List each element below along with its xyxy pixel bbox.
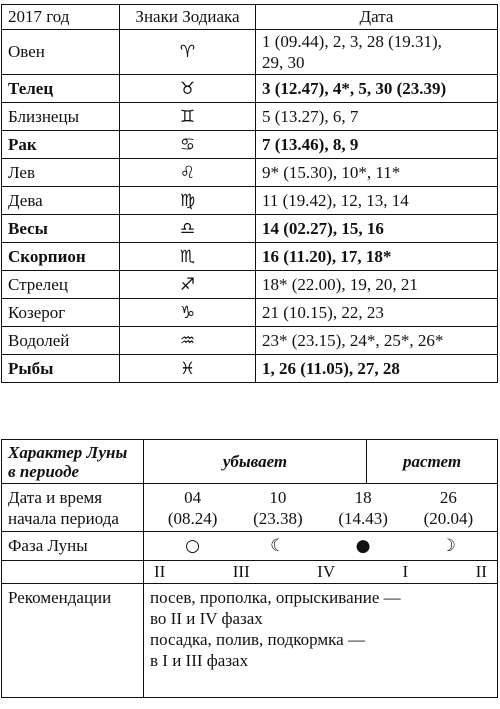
sign-name: Весы (2, 215, 120, 243)
taurus-icon: ♉︎ (179, 78, 196, 99)
sign-name: Стрелец (2, 271, 120, 299)
date-header: Дата (256, 5, 498, 30)
sign-dates: 18* (22.00), 19, 20, 21 (256, 271, 498, 299)
period-starts (144, 484, 498, 532)
sign-name: Рак (2, 131, 120, 159)
quarter-label: IV (317, 562, 336, 581)
libra-icon: ♎︎ (179, 218, 196, 239)
period-start: 04 (08.24) (167, 487, 218, 528)
sign-name: Близнецы (2, 103, 120, 131)
scorpio-icon: ♏︎ (179, 246, 196, 267)
period-start: 10 (23.38) (253, 487, 303, 528)
sign-name: Дева (2, 187, 120, 215)
sign-dates: 23* (23.15), 24*, 25*, 26* (256, 327, 498, 355)
zodiac-row-aquarius (2, 327, 498, 355)
moon-phase-row (2, 532, 498, 561)
period-start: 26 (20.04) (423, 487, 474, 528)
quarter-label: II (154, 562, 166, 581)
waning-crescent-icon: ☾ (270, 536, 286, 556)
sign-name: Лев (2, 159, 120, 187)
sign-dates: 7 (13.46), 8, 9 (256, 131, 498, 159)
sign-dates: 11 (19.42), 12, 13, 14 (256, 187, 498, 215)
phase-label: Фаза Луны (2, 532, 144, 561)
gemini-icon: ♊︎ (179, 106, 196, 127)
sagittarius-icon: ♐︎ (179, 274, 196, 295)
waxing-label: растет (367, 440, 498, 484)
sign-name: Телец (2, 75, 120, 103)
virgo-icon: ♍︎ (179, 190, 196, 211)
sign-name: Водолей (2, 327, 120, 355)
zodiac-row-leo (2, 159, 498, 187)
capricorn-icon: ♑︎ (179, 302, 196, 323)
sign-dates: 14 (02.27), 15, 16 (256, 215, 498, 243)
phase-icons (144, 532, 498, 561)
quarter-label: I (402, 562, 409, 581)
sign-dates: 21 (10.15), 22, 23 (256, 299, 498, 327)
leo-icon: ♌︎ (179, 162, 196, 183)
dates-label: Дата и время начала периода (2, 484, 144, 532)
sign-name: Овен (2, 30, 120, 75)
sign-name: Скорпион (2, 243, 120, 271)
moon-dates-row (2, 484, 498, 532)
zodiac-table (1, 4, 498, 383)
signs-header: Знаки Зодиака (120, 5, 256, 30)
moon-character-label: Характер Луны в периоде (2, 440, 144, 484)
cancer-icon: ♋︎ (179, 134, 196, 155)
sign-name: Козерог (2, 299, 120, 327)
recommendations-row (2, 584, 498, 698)
zodiac-row-virgo (2, 187, 498, 215)
quarters (144, 561, 498, 584)
new-moon-icon: ○ (185, 536, 200, 556)
sign-dates: 1 (09.44), 2, 3, 28 (19.31), 29, 30 (256, 30, 498, 75)
recommendations-label: Рекомендации (2, 584, 144, 698)
sign-dates: 9* (15.30), 10*, 11* (256, 159, 498, 187)
sign-dates: 3 (12.47), 4*, 5, 30 (23.39) (256, 75, 498, 103)
sign-dates: 1, 26 (11.05), 27, 28 (256, 355, 498, 383)
moon-phase-table (1, 439, 498, 698)
quarter-label: II (475, 562, 487, 581)
zodiac-row-taurus (2, 75, 498, 103)
zodiac-row-scorpio (2, 243, 498, 271)
sign-dates: 16 (11.20), 17, 18* (256, 243, 498, 271)
zodiac-row-aries (2, 30, 498, 75)
recommendations-text: посев, прополка, опрыскивание — во II и IV фазах посадка, полив, подкормка — в I и III фазах (144, 584, 498, 698)
year-header: 2017 год (2, 5, 120, 30)
zodiac-row-gemini (2, 103, 498, 131)
pisces-icon: ♓︎ (179, 358, 196, 379)
sign-dates: 5 (13.27), 6, 7 (256, 103, 498, 131)
period-start: 18 (14.43) (338, 487, 388, 528)
aries-icon: ♈︎ (179, 42, 196, 62)
zodiac-row-pisces (2, 355, 498, 383)
waxing-crescent-icon: ☽ (440, 536, 456, 556)
sign-name: Рыбы (2, 355, 120, 383)
zodiac-header-row (2, 5, 498, 30)
aquarius-icon: ♒︎ (179, 330, 196, 351)
zodiac-row-sagittarius (2, 271, 498, 299)
zodiac-row-capricorn (2, 299, 498, 327)
zodiac-row-cancer (2, 131, 498, 159)
moon-quarter-row (2, 561, 498, 584)
zodiac-row-libra (2, 215, 498, 243)
quarter-label: III (232, 562, 250, 581)
waning-label: убывает (144, 440, 367, 484)
full-moon-icon: ● (355, 536, 371, 556)
moon-character-row (2, 440, 498, 484)
